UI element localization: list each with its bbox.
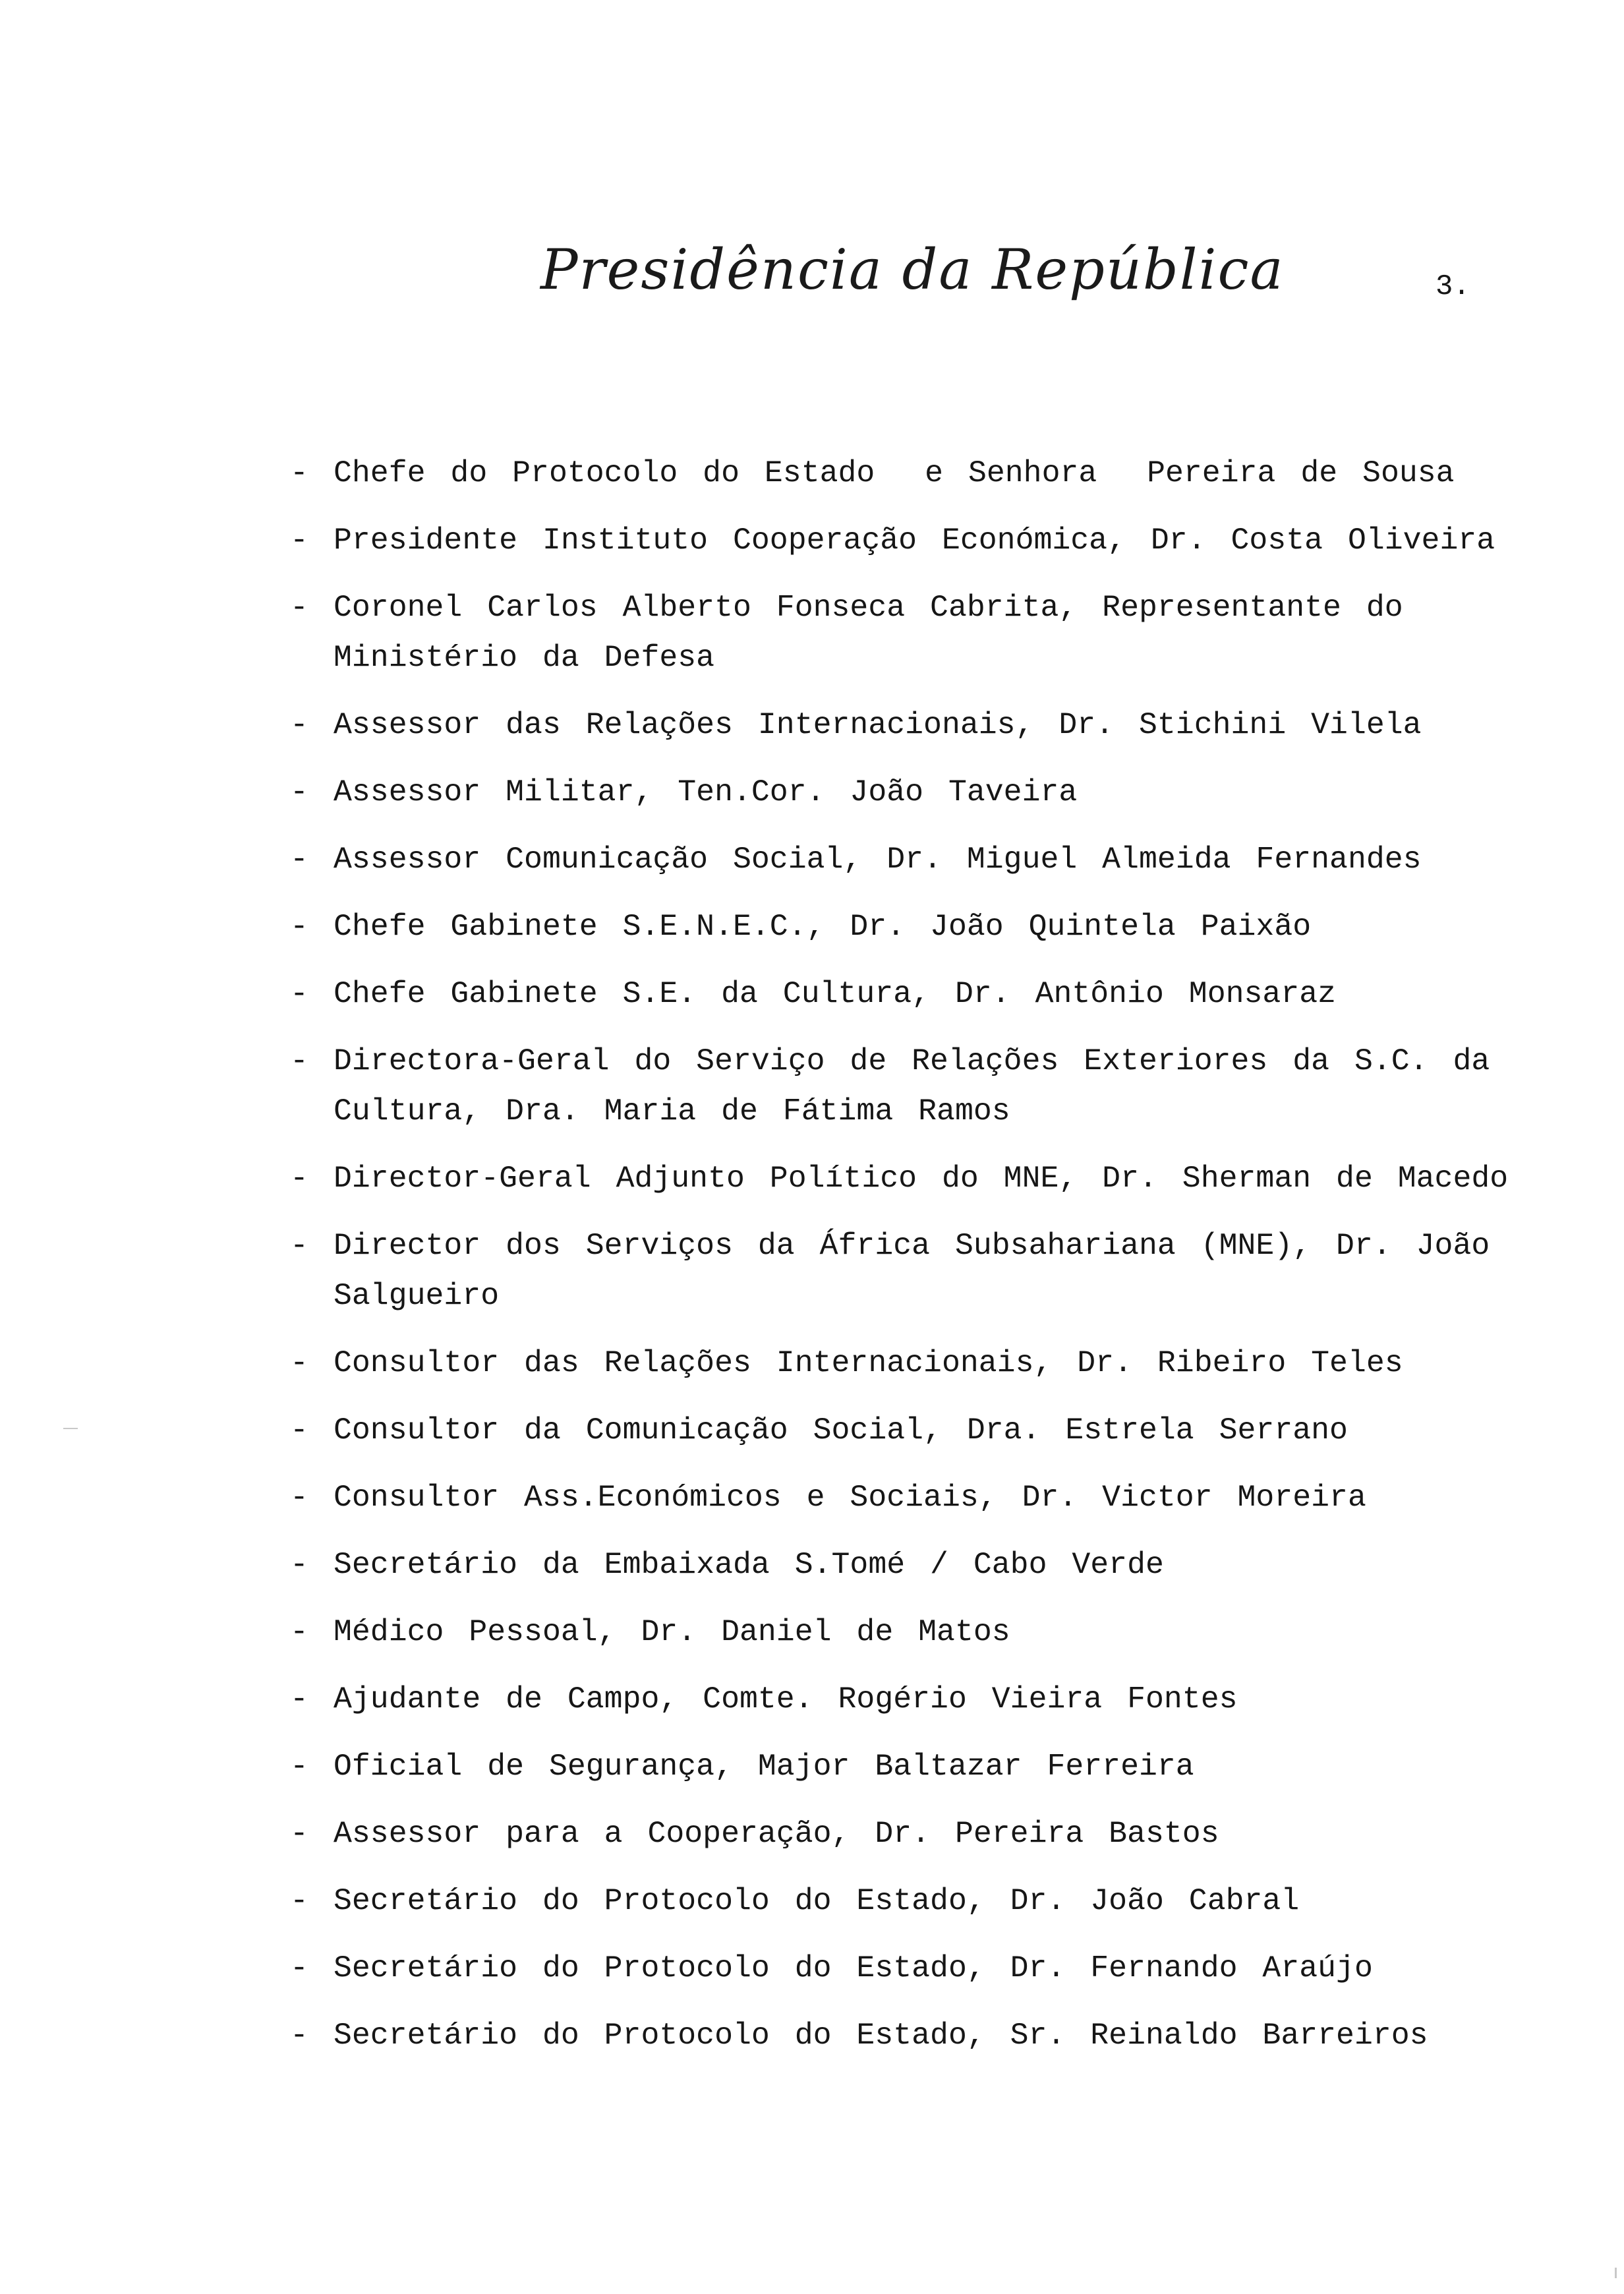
list-item xyxy=(290,767,1569,817)
list-item xyxy=(290,902,1569,952)
list-item xyxy=(290,1943,1569,1993)
bullet-dash: - xyxy=(290,909,308,944)
list-item-text: Consultor das Relações Internacionais, Dr. Ribeiro Teles xyxy=(334,1345,1403,1380)
list-item xyxy=(290,1338,1569,1388)
bullet-dash: - xyxy=(290,1161,308,1196)
list-item-text: Chefe Gabinete S.E. da Cultura, Dr. Antônio Monsaraz xyxy=(334,976,1337,1011)
bullet-dash: - xyxy=(290,1682,308,1717)
list-item xyxy=(290,1221,1569,1321)
list-item xyxy=(290,515,1569,566)
list-item-text: Consultor Ass.Económicos e Sociais, Dr. Victor Moreira xyxy=(334,1480,1366,1515)
bullet-dash: - xyxy=(290,1044,308,1078)
bullet-dash: - xyxy=(290,1883,308,1918)
bullet-dash: - xyxy=(290,1413,308,1448)
bullet-dash: - xyxy=(290,1614,308,1649)
list-item-text: Oficial de Segurança, Major Baltazar Ferreira xyxy=(334,1749,1194,1784)
list-item-text: Assessor Militar, Ten.Cor. João Taveira xyxy=(334,775,1078,809)
list-item-text: Secretário do Protocolo do Estado, Sr. Reinaldo Barreiros xyxy=(334,2018,1428,2053)
list-item xyxy=(290,1540,1569,1590)
list-item-text: Secretário da Embaixada S.Tomé / Cabo Verde xyxy=(334,1547,1164,1582)
list-item xyxy=(290,1809,1569,1859)
list-item-text: Chefe do Protocolo do Estado e Senhora Pereira de Sousa xyxy=(334,456,1455,490)
list-item xyxy=(290,1405,1569,1456)
list-item-text: Assessor das Relações Internacionais, Dr. Stichini Vilela xyxy=(334,707,1422,742)
list-item xyxy=(290,1742,1569,1792)
list-item-text: Director dos Serviços da África Subsahariana (MNE), Dr. João Salgueiro xyxy=(334,1228,1490,1313)
list-item xyxy=(290,1607,1569,1657)
list-item-text: Ajudante de Campo, Comte. Rogério Vieira Fontes xyxy=(334,1682,1238,1717)
list-item-text: Directora-Geral do Serviço de Relações Exteriores da S.C. da Cultura, Dra. Maria de Fátima Ramos xyxy=(334,1044,1490,1129)
list-item-text: Assessor Comunicação Social, Dr. Miguel Almeida Fernandes xyxy=(334,842,1422,877)
bullet-dash: - xyxy=(290,456,308,490)
bullet-dash: - xyxy=(290,1547,308,1582)
list-item xyxy=(290,969,1569,1019)
bullet-dash: - xyxy=(290,842,308,877)
bullet-dash: - xyxy=(290,523,308,558)
bullet-dash: - xyxy=(290,1749,308,1784)
bullet-dash: - xyxy=(290,1228,308,1263)
scan-speck xyxy=(1615,2268,1617,2278)
bullet-dash: - xyxy=(290,976,308,1011)
list-item xyxy=(290,583,1569,683)
list-item-text: Médico Pessoal, Dr. Daniel de Matos xyxy=(334,1614,1010,1649)
bullet-dash: - xyxy=(290,1951,308,1985)
list-item-text: Coronel Carlos Alberto Fonseca Cabrita, Representante do Ministério da Defesa xyxy=(334,590,1403,675)
bullet-dash: - xyxy=(290,2018,308,2053)
bullet-dash: - xyxy=(290,1816,308,1851)
list-item-text: Chefe Gabinete S.E.N.E.C., Dr. João Quintela Paixão xyxy=(334,909,1312,944)
scan-speck xyxy=(63,1428,78,1429)
bullet-dash: - xyxy=(290,1345,308,1380)
list-item-text: Director-Geral Adjunto Político do MNE, Dr. Sherman de Macedo xyxy=(334,1161,1509,1196)
list-item xyxy=(290,1154,1569,1204)
list-item xyxy=(290,1876,1569,1926)
page-number: 3. xyxy=(1436,270,1470,303)
bullet-dash: - xyxy=(290,775,308,809)
list-item-text: Presidente Instituto Cooperação Económica, Dr. Costa Oliveira xyxy=(334,523,1495,558)
list-item xyxy=(290,700,1569,750)
list-item xyxy=(290,1036,1569,1136)
bullet-dash: - xyxy=(290,590,308,625)
list-item xyxy=(290,835,1569,885)
list-item-text: Consultor da Comunicação Social, Dra. Estrela Serrano xyxy=(334,1413,1348,1448)
list-item-text: Assessor para a Cooperação, Dr. Pereira Bastos xyxy=(334,1816,1219,1851)
bullet-dash: - xyxy=(290,707,308,742)
attendee-list xyxy=(290,448,1569,2078)
letterhead-script-title: Presidência da República xyxy=(540,237,1285,302)
list-item xyxy=(290,448,1569,498)
list-item-text: Secretário do Protocolo do Estado, Dr. João Cabral xyxy=(334,1883,1300,1918)
list-item-text: Secretário do Protocolo do Estado, Dr. Fernando Araújo xyxy=(334,1951,1373,1985)
list-item xyxy=(290,1674,1569,1724)
bullet-dash: - xyxy=(290,1480,308,1515)
list-item xyxy=(290,2011,1569,2061)
list-item xyxy=(290,1473,1569,1523)
